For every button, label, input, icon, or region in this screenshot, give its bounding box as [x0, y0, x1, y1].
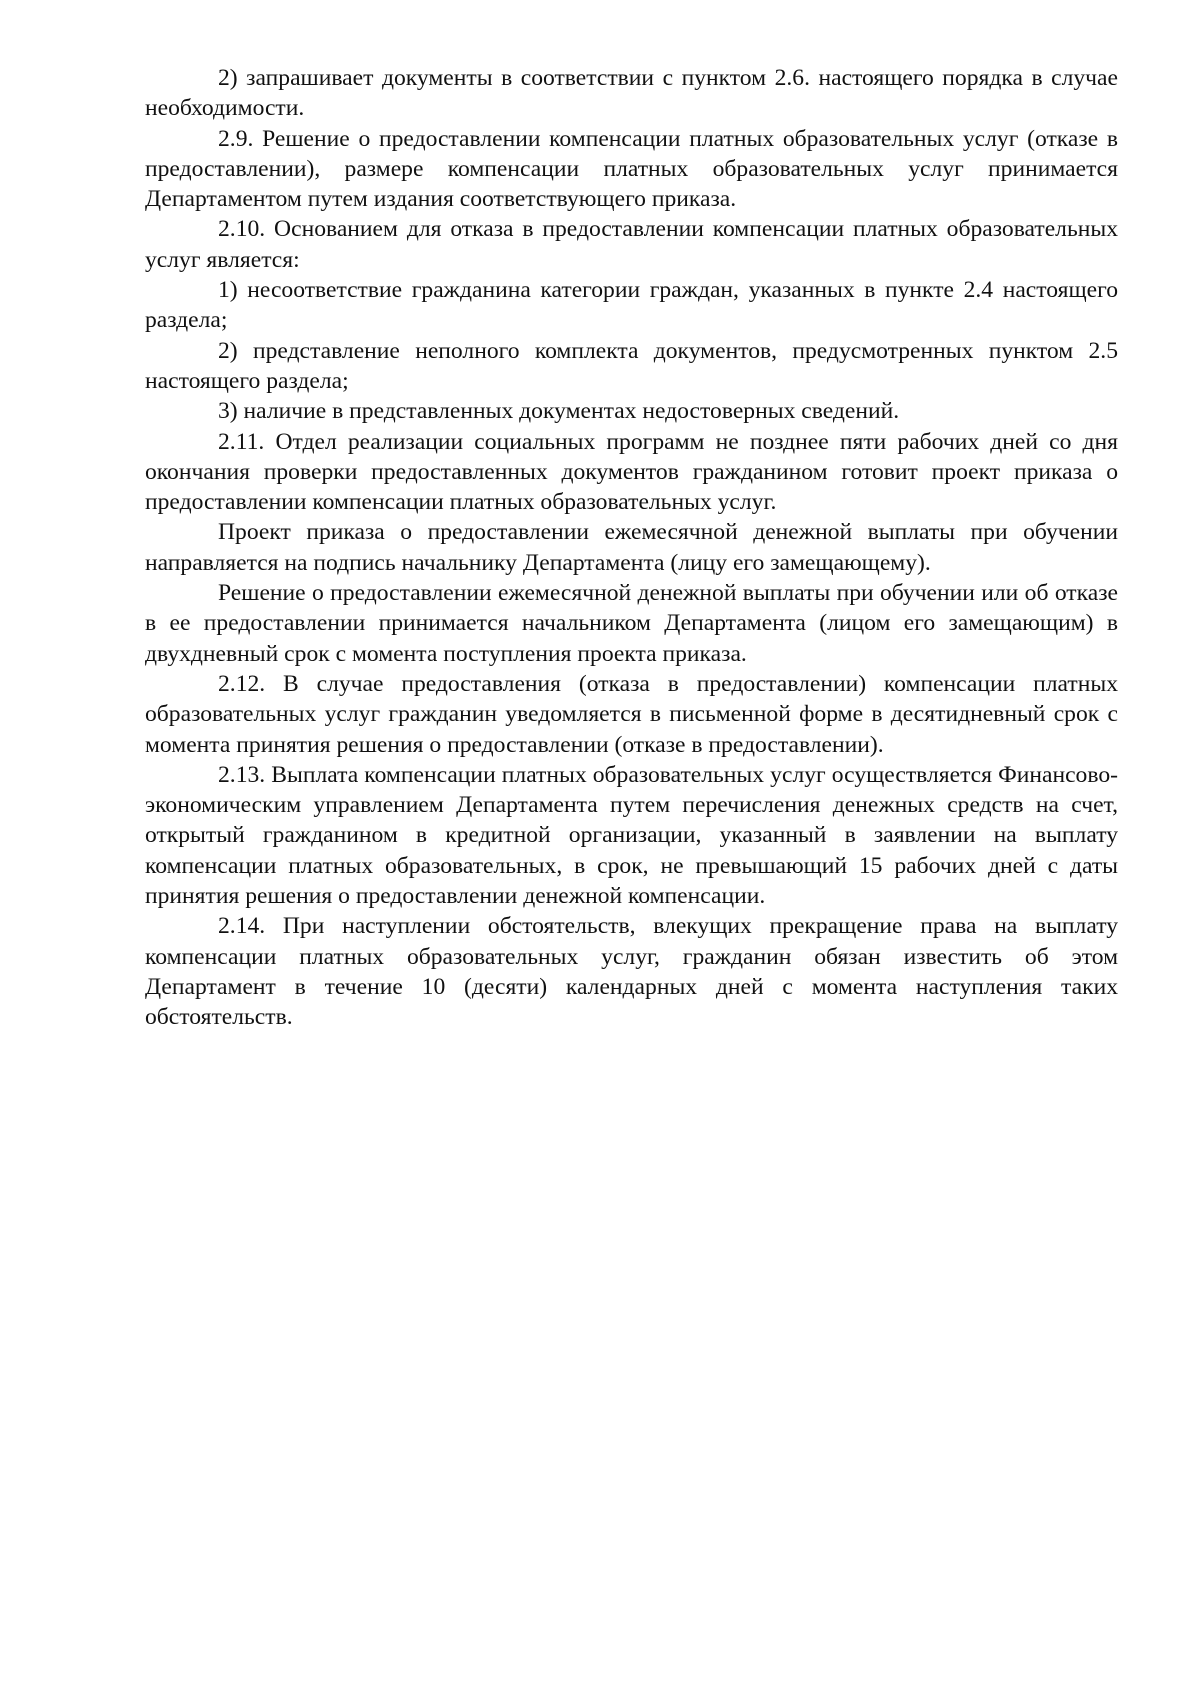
paragraph-refusal-ground-3: 3) наличие в представленных документах недостоверных сведений. — [218, 398, 900, 425]
paragraph-order-signature: Проект приказа о предоставлении ежемесячной денежной выплаты при обучении направляется на подпись начальнику Департамента (лицу его замещающему). — [145, 519, 1118, 576]
paragraph-2-14-termination: 2.14. При наступлении обстоятельств, влекущих прекращение права на выплату компенсации платных образовательных услуг, гражданин обязан известить об этом Департамент в течение 10 (десяти) календарных дней с момента наступления таких обстоятельств. — [145, 913, 1118, 1031]
paragraph-decision-term: Решение о предоставлении ежемесячной денежной выплаты при обучении или об отказе в ее предоставлении принимается начальником Департамента (лицом его замещающим) в двухдневный срок с момента поступления проекта приказа. — [145, 580, 1118, 667]
paragraph-2-9-decision: 2.9. Решение о предоставлении компенсации платных образовательных услуг (отказе в предоставлении), размере компенсации платных образовательных услуг принимается Департаментом путем издания соответствующего приказа. — [145, 125, 1118, 213]
paragraph-item-2-request-documents: 2) запрашивает документы в соответствии с пунктом 2.6. настоящего порядка в случае необходимости. — [145, 65, 1118, 122]
paragraph-2-10-refusal-grounds: 2.10. Основанием для отказа в предоставлении компенсации платных образовательных услуг является: — [145, 216, 1118, 273]
document-page — [145, 63, 1118, 1033]
paragraph-refusal-ground-1: 1) несоответствие гражданина категории граждан, указанных в пункте 2.4 настоящего раздела; — [145, 277, 1118, 334]
paragraph-2-11-order-draft: 2.11. Отдел реализации социальных программ не позднее пяти рабочих дней со дня окончания проверки предоставленных документов гражданином готовит проект приказа о предоставлении компенсации платных образовательных услуг. — [145, 428, 1118, 516]
paragraph-2-13-payment: 2.13. Выплата компенсации платных образовательных услуг осуществляется Финансово-экономическим управлением Департамента путем перечисления денежных средств на счет, открытый гражданином в кредитной организации, указанный в заявлении на выплату компенсации платных образовательных, в срок, не превышающий 15 рабочих дней с даты принятия решения о предоставлении денежной компенсации. — [145, 761, 1118, 910]
paragraph-2-12-notification: 2.12. В случае предоставления (отказа в предоставлении) компенсации платных образовательных услуг гражданин уведомляется в письменной форме в десятидневный срок с момента принятия решения о предоставлении (отказе в предоставлении). — [145, 670, 1118, 758]
paragraph-refusal-ground-2: 2) представление неполного комплекта документов, предусмотренных пунктом 2.5 настоящего раздела; — [145, 337, 1118, 394]
